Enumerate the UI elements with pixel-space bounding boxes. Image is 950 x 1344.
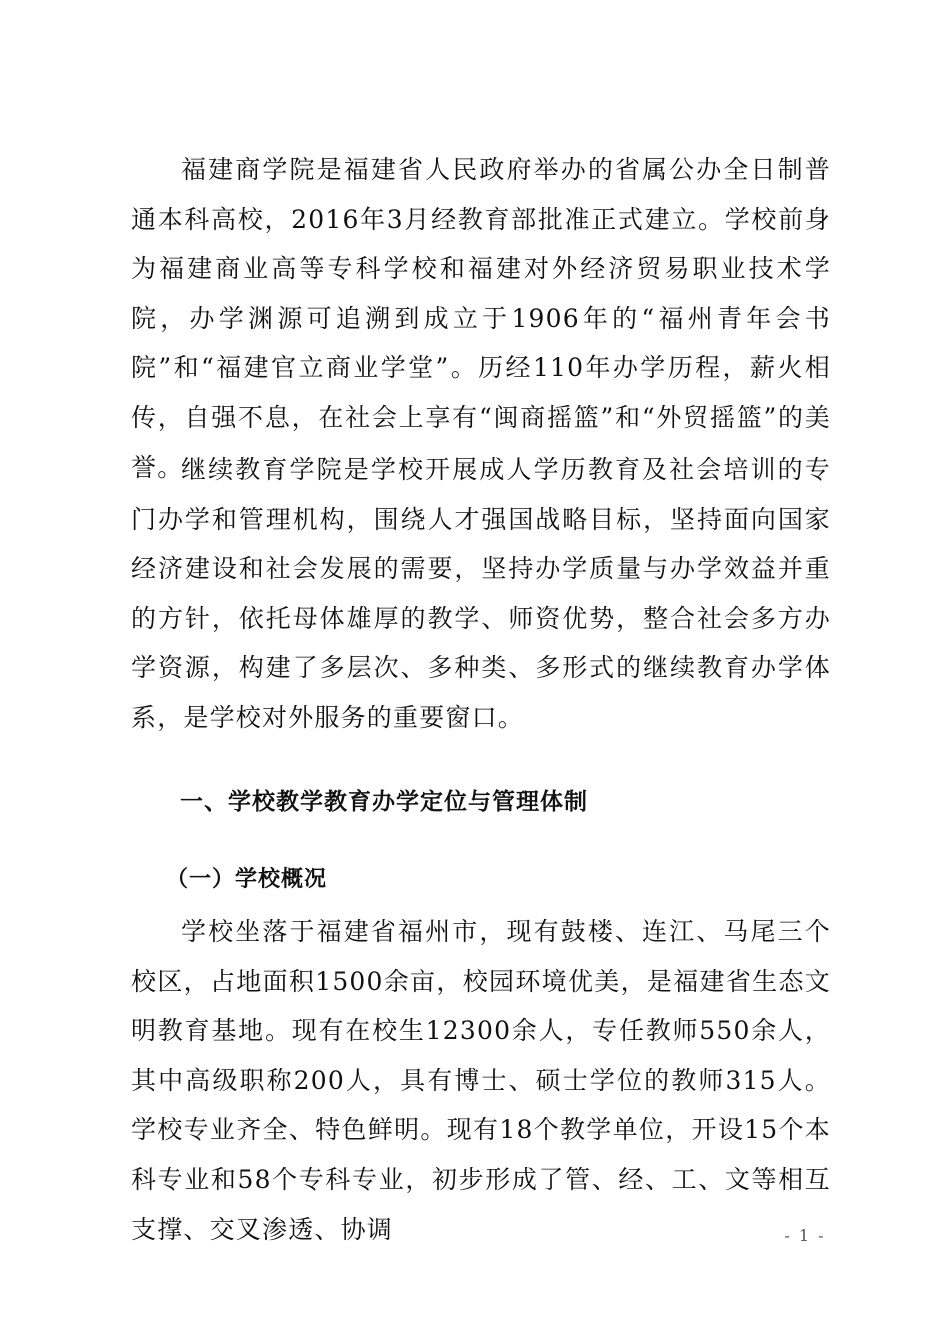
page-number: - 1 - <box>784 1226 826 1245</box>
subsection-paragraph: 学校坐落于福建省福州市，现有鼓楼、连江、马尾三个校区，占地面积1500余亩，校园环境优美，是福建省生态文明教育基地。现有在校生12300余人，专任教师550余人，其中高级职称200人，具有博士、硕士学位的教师315人。学校专业齐全、特色鲜明。现有18个教学单位，开设15个本科专业和58个专科专业，初步形成了管、经、工、文等相互支撑、交叉渗透、协调 <box>131 917 831 1244</box>
subsection-heading: （一）学校概况 <box>166 867 328 892</box>
intro-paragraph-1: 福建商学院是福建省人民政府举办的省属公办全日制普通本科高校，2016年3月经教育部批准正式建立。学校前身为福建商业高等专科学校和福建对外经济贸易职业技术学院，办学渊源可追溯到成立于1906年的“福州青年会书院”和“福建官立商业学堂”。历经110年办学历程，薪火相传，自强不息，在社会上享有“闽商摇篮”和“外贸摇篮”的美誉。 <box>131 155 831 482</box>
section-heading: 一、学校教学教育办学定位与管理体制 <box>180 789 588 815</box>
intro-paragraph-2: 继续教育学院是学校开展成人学历教育及社会培训的专门办学和管理机构，围绕人才强国战略目标，坚持面向国家经济建设和社会发展的需要，坚持办学质量与办学效益并重的方针，依托母体雄厚的教学、师资优势，整合社会多方办学资源，构建了多层次、多种类、多形式的继续教育办学体系，是学校对外服务的重要窗口。 <box>131 455 831 732</box>
